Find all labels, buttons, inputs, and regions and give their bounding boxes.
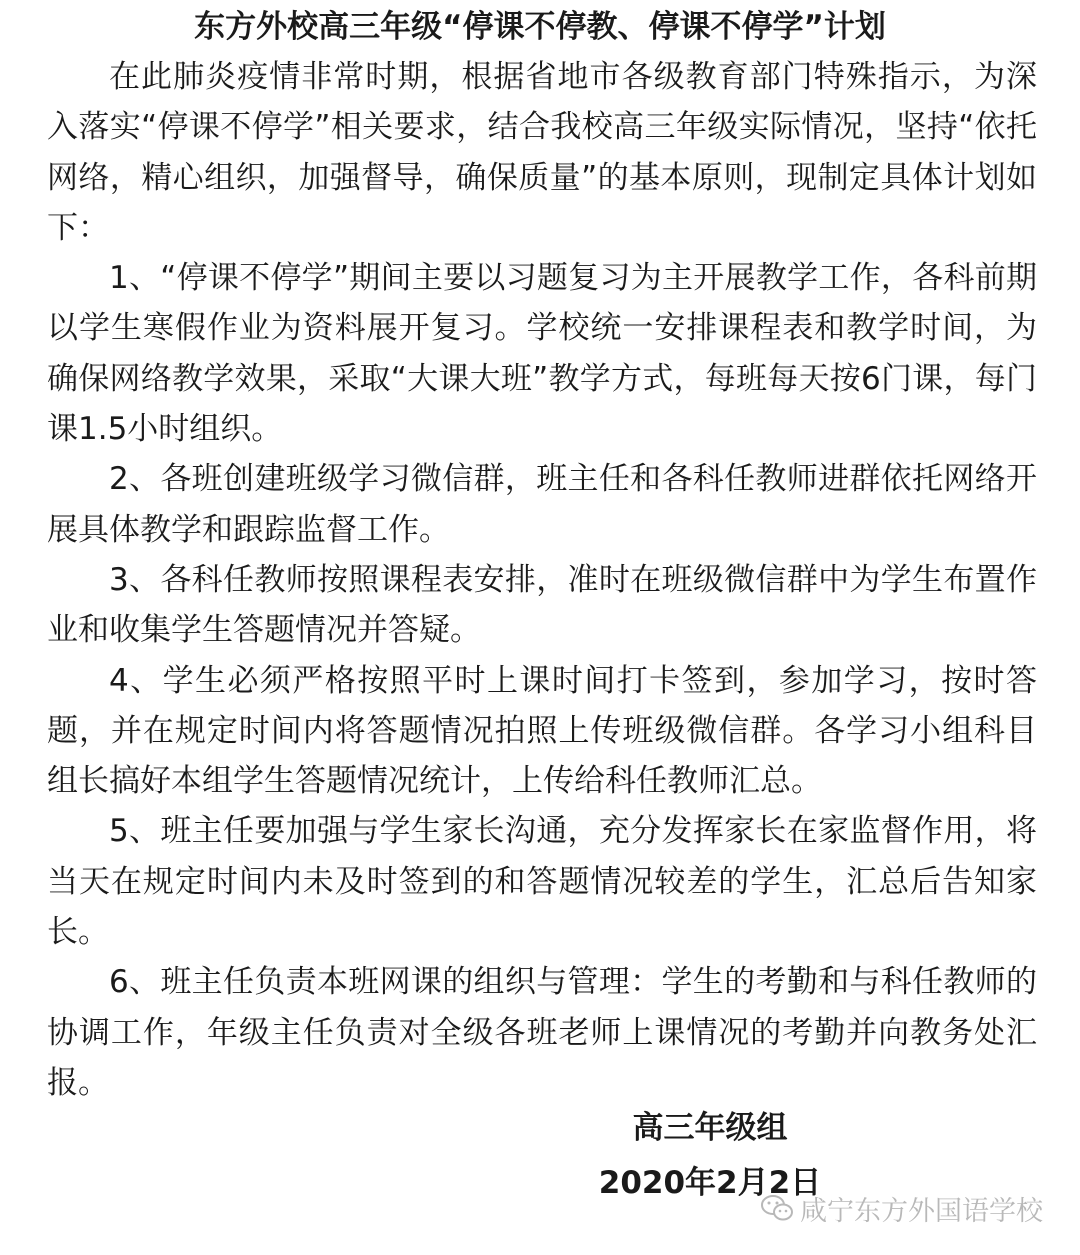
- document-title: 东方外校高三年级“停课不停教、停课不停学”计划: [194, 9, 886, 45]
- signature-date: 2020年2月2日: [598, 1165, 822, 1201]
- paragraph-intro: 在此肺炎疫情非常时期，根据省地市各级教育部门特殊指示，为深入落实“停课不停学”相关要求，结合我校高三年级实际情况，坚持“依托网络，精心组织，加强督导，确保质量”的基本原则，现制定具体计划如下：: [47, 59, 1037, 246]
- wechat-icon: [760, 1193, 794, 1223]
- signature-organization: 高三年级组: [632, 1110, 788, 1146]
- paragraph-item-3: 3、各科任教师按照课程表安排，准时在班级微信群中为学生布置作业和收集学生答题情况并答疑。: [47, 561, 1037, 649]
- document-body: [47, 52, 1037, 1108]
- paragraph-item-1: 1、“停课不停学”期间主要以习题复习为主开展教学工作，各科前期以学生寒假作业为资料展开复习。学校统一安排课程表和教学时间，为确保网络教学效果，采取“大课大班”教学方式，每班每天按6门课，每门课1.5小时组织。: [47, 260, 1037, 448]
- paragraph-item-6: 6、班主任负责本班网课的组织与管理：学生的考勤和与科任教师的协调工作，年级主任负责对全级各班老师上课情况的考勤并向教务处汇报。: [47, 964, 1037, 1101]
- paragraph-item-4: 4、学生必须严格按照平时上课时间打卡签到，参加学习，按时答题，并在规定时间内将答题情况拍照上传班级微信群。各学习小组科目组长搞好本组学生答题情况统计，上传给科任教师汇总。: [47, 662, 1037, 800]
- watermark: [760, 1188, 1043, 1228]
- paragraph-item-2: 2、各班创建班级学习微信群，班主任和各科任教师进群依托网络开展具体教学和跟踪监督工作。: [47, 461, 1037, 548]
- paragraph-item-5: 5、班主任要加强与学生家长沟通，充分发挥家长在家监督作用，将当天在规定时间内未及时签到的和答题情况较差的学生，汇总后告知家长。: [47, 813, 1037, 951]
- watermark-text: 咸宁东方外国语学校: [800, 1195, 1043, 1227]
